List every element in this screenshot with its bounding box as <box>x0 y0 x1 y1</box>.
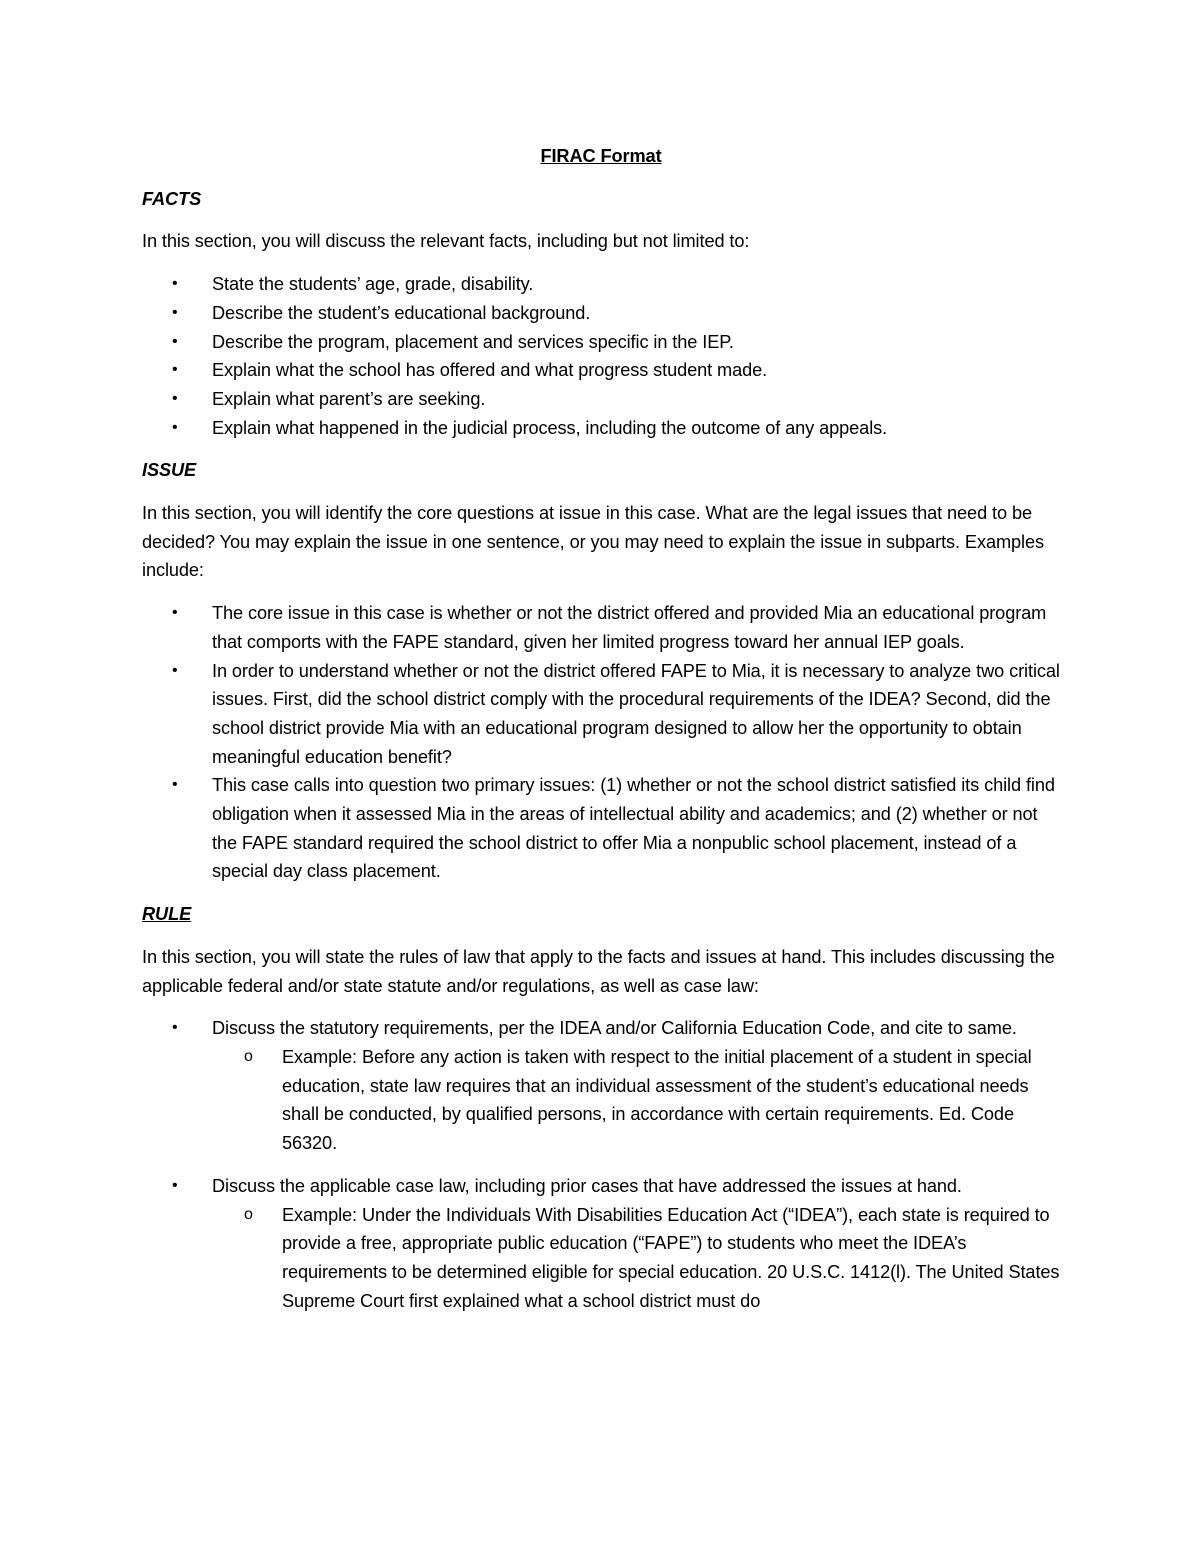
issue-heading: ISSUE <box>142 460 197 481</box>
list-item <box>142 270 1060 299</box>
list-item <box>142 385 1060 414</box>
list-item-text: Explain what happened in the judicial process, including the outcome of any appeals. <box>212 417 888 438</box>
rule-heading: RULE <box>142 904 192 925</box>
bullet-icon: • <box>172 332 178 350</box>
bullet-icon: • <box>172 1019 178 1037</box>
bullet-icon: • <box>172 389 178 407</box>
list-item-text: This case calls into question two primary issues: (1) whether or not the school district satisfied its child find obligation when it assessed Mia in the areas of intellectual ability and academics; and (2) whether or not the FAPE standard required the school district to offer Mia a nonpublic school placement, instead of a special day class placement. <box>212 775 1055 882</box>
facts-list <box>142 270 1060 442</box>
list-item-text: Discuss the applicable case law, including prior cases that have addressed the issues at hand. <box>212 1175 962 1196</box>
list-item-text: The core issue in this case is whether or not the district offered and provided Mia an educational program that comports with the FAPE standard, given her limited progress toward her annual IEP goals. <box>212 603 1047 652</box>
sub-list-item <box>212 1201 1060 1316</box>
sub-list-item <box>212 1043 1060 1158</box>
rule-sublist <box>212 1043 1060 1158</box>
bullet-icon: • <box>172 661 178 679</box>
document-body <box>142 142 1060 1315</box>
document-title: FIRAC Format <box>540 146 662 166</box>
list-item-text: Describe the program, placement and services specific in the IEP. <box>212 331 734 352</box>
list-item-text: Explain what the school has offered and what progress student made. <box>212 360 768 381</box>
list-item-text: Explain what parent’s are seeking. <box>212 388 486 409</box>
list-item <box>142 599 1060 656</box>
sub-bullet-icon: o <box>244 1047 253 1065</box>
facts-heading: FACTS <box>142 188 202 209</box>
sub-list-item-text: Example: Under the Individuals With Disabilities Education Act (“IDEA”), each state is required to provide a free, appropriate public education (“FAPE”) to students who meet the IDEA’s requirements to be determined eligible for special education. 20 U.S.C. 1412(l). The United States Supreme Court first explained what a school district must do <box>282 1204 1060 1311</box>
sub-bullet-icon: o <box>244 1205 253 1223</box>
sub-list-item-text: Example: Before any action is taken with respect to the initial placement of a student in special education, state law requires that an individual assessment of the student’s educational needs shall be conducted, by qualified persons, in accordance with certain requirements. Ed. Code 56320. <box>282 1046 1032 1154</box>
spacer <box>142 1158 1060 1172</box>
bullet-icon: • <box>172 275 178 293</box>
bullet-icon: • <box>172 361 178 379</box>
list-item <box>142 771 1060 886</box>
list-item-text: In order to understand whether or not the district offered FAPE to Mia, it is necessary to analyze two critical issues. First, did the school district comply with the procedural requirements of the IDEA? Second, did the school district provide Mia with an educational program designed to allow her the opportunity to obtain meaningful education benefit? <box>212 660 1060 767</box>
bullet-icon: • <box>172 1176 178 1194</box>
rule-sublist <box>212 1201 1060 1316</box>
list-item <box>142 657 1060 772</box>
rule-intro: In this section, you will state the rules of law that apply to the facts and issues at hand. This includes discussing the applicable federal and/or state statute and/or regulations, as well as case law: <box>142 946 1055 996</box>
list-item-text: Describe the student’s educational background. <box>212 302 591 323</box>
list-item <box>142 1172 1060 1316</box>
bullet-icon: • <box>172 604 178 622</box>
issue-intro: In this section, you will identify the core questions at issue in this case. What are the legal issues that need to be decided? You may explain the issue in one sentence, or you may need to explain the issue in subparts. Examples include: <box>142 503 1044 581</box>
rule-list <box>142 1014 1060 1158</box>
bullet-icon: • <box>172 418 178 436</box>
list-item <box>142 1014 1060 1158</box>
list-item <box>142 356 1060 385</box>
list-item-text: State the students’ age, grade, disability. <box>212 274 534 295</box>
list-item <box>142 299 1060 328</box>
list-item <box>142 414 1060 443</box>
bullet-icon: • <box>172 776 178 794</box>
issue-list <box>142 599 1060 886</box>
bullet-icon: • <box>172 303 178 321</box>
facts-intro: In this section, you will discuss the relevant facts, including but not limited to: <box>142 231 750 252</box>
rule-list-continued <box>142 1172 1060 1316</box>
list-item <box>142 328 1060 357</box>
list-item-text: Discuss the statutory requirements, per the IDEA and/or California Education Code, and cite to same. <box>212 1018 1017 1039</box>
